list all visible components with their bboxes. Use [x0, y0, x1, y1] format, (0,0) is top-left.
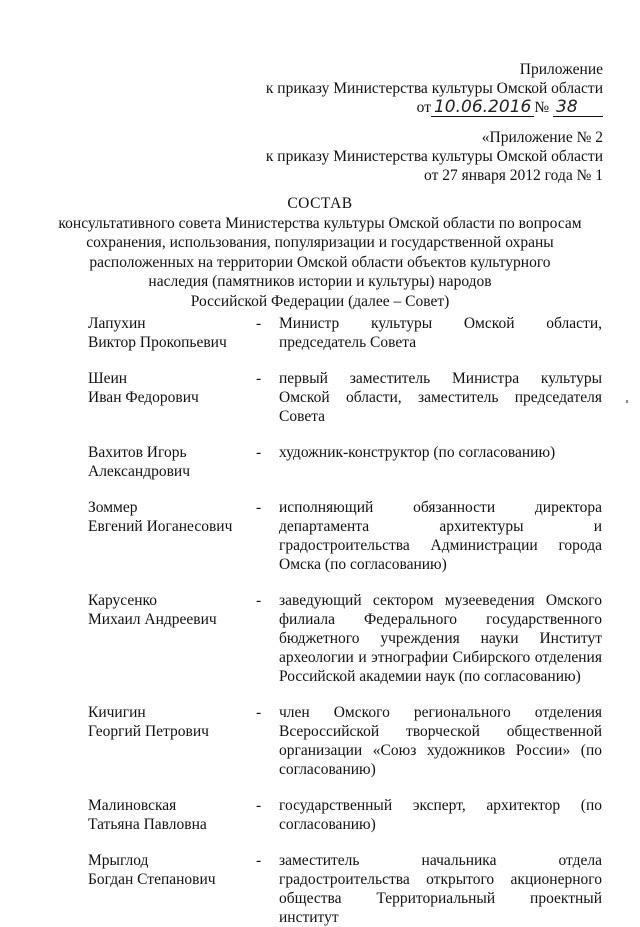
appendix-label: Приложение [519, 61, 603, 78]
member-row [88, 369, 602, 426]
date-prefix: от [416, 99, 431, 116]
dash: - [256, 797, 262, 814]
member-surname: Зоммер [88, 499, 138, 516]
appendix-2-label: «Приложение № 2 [481, 129, 603, 146]
member-surname: Мрыглод [88, 852, 149, 869]
member-row [88, 443, 602, 481]
member-given-names: Александрович [88, 463, 190, 480]
title-line: расположенных на территории Омской области объектов культурного [89, 253, 551, 271]
member-role: заведующий сектором музееведения Омского филиала Федерального государственного бюджетного учреждения науки Институт археологии и этнографии Сибирского отделения Российской академии наук (по согласованию) [279, 592, 602, 685]
member-name [88, 369, 256, 426]
member-role: художник-конструктор (по согласованию) [279, 444, 556, 461]
order-reference: к приказу Министерства культуры Омской области [265, 80, 603, 97]
dash: - [256, 370, 262, 387]
title-heading: СОСТАВ [287, 195, 353, 212]
member-row [88, 498, 602, 574]
member-role: заместитель начальника отдела градостроительства открытого акционерного общества Территориальный проектный институт [279, 852, 602, 926]
members-list [88, 314, 602, 927]
member-row [88, 851, 602, 927]
handwritten-number: 38 [553, 99, 603, 117]
appendix-header [266, 60, 603, 117]
document-title [0, 194, 640, 311]
handwritten-date: 10.06.2016 [431, 99, 534, 117]
member-name [88, 314, 256, 352]
member-surname: Малиновская [88, 797, 177, 814]
member-name [88, 851, 256, 927]
member-given-names: Михаил Андреевич [88, 611, 217, 628]
member-row [88, 591, 602, 686]
member-given-names: Георгий Петрович [88, 723, 209, 740]
member-role: государственный эксперт, архитектор (по согласованию) [279, 797, 602, 833]
member-name [88, 796, 256, 834]
title-line: наследия (памятников истории и культуры) народов [148, 273, 492, 290]
member-surname: Лапухин [88, 315, 146, 332]
member-row [88, 796, 602, 834]
scan-speck [626, 400, 628, 403]
member-name [88, 443, 256, 481]
title-line: Российской Федерации (далее – Совет) [190, 292, 450, 310]
dash: - [256, 499, 262, 516]
member-name [88, 498, 256, 574]
order-reference-2: к приказу Министерства культуры Омской области [265, 148, 603, 165]
member-row [88, 314, 602, 352]
member-surname: Шеин [88, 370, 128, 387]
order-date-line [266, 98, 603, 117]
member-role: Министр культуры Омской области, председатель Совета [279, 315, 602, 351]
member-surname: Вахитов Игорь [88, 444, 187, 461]
member-given-names: Иван Федорович [88, 389, 199, 406]
member-role: исполняющий обязанности директора департамента архитектуры и градостроительства Администрации города Омска (по согласованию) [279, 499, 602, 573]
title-line: консультативного совета Министерства культуры Омской области по вопросам [58, 214, 582, 232]
dash: - [256, 444, 262, 461]
member-surname: Карусенко [88, 592, 158, 609]
dash: - [256, 704, 262, 721]
member-name [88, 703, 256, 779]
member-row [88, 703, 602, 779]
member-given-names: Татьяна Павловна [88, 816, 207, 833]
member-given-names: Виктор Прокопьевич [88, 334, 227, 351]
dash: - [256, 852, 262, 869]
member-name [88, 591, 256, 686]
member-surname: Кичигин [88, 704, 146, 721]
order-date-2: от 27 января 2012 года № 1 [424, 167, 603, 184]
dash: - [256, 315, 262, 332]
title-line: сохранения, использования, популяризации и государственной охраны [86, 234, 554, 251]
member-given-names: Богдан Степанович [88, 871, 216, 888]
member-role: член Омского регионального отделения Всероссийской творческой общественной организации «Союз художников России» (по согласованию) [279, 704, 602, 778]
original-appendix-header [266, 128, 603, 185]
member-role: первый заместитель Министра культуры Омской области, заместитель председателя Совета [279, 370, 602, 425]
dash: - [256, 592, 262, 609]
member-given-names: Евгений Иоганесович [88, 518, 233, 535]
number-prefix: № [534, 99, 550, 116]
